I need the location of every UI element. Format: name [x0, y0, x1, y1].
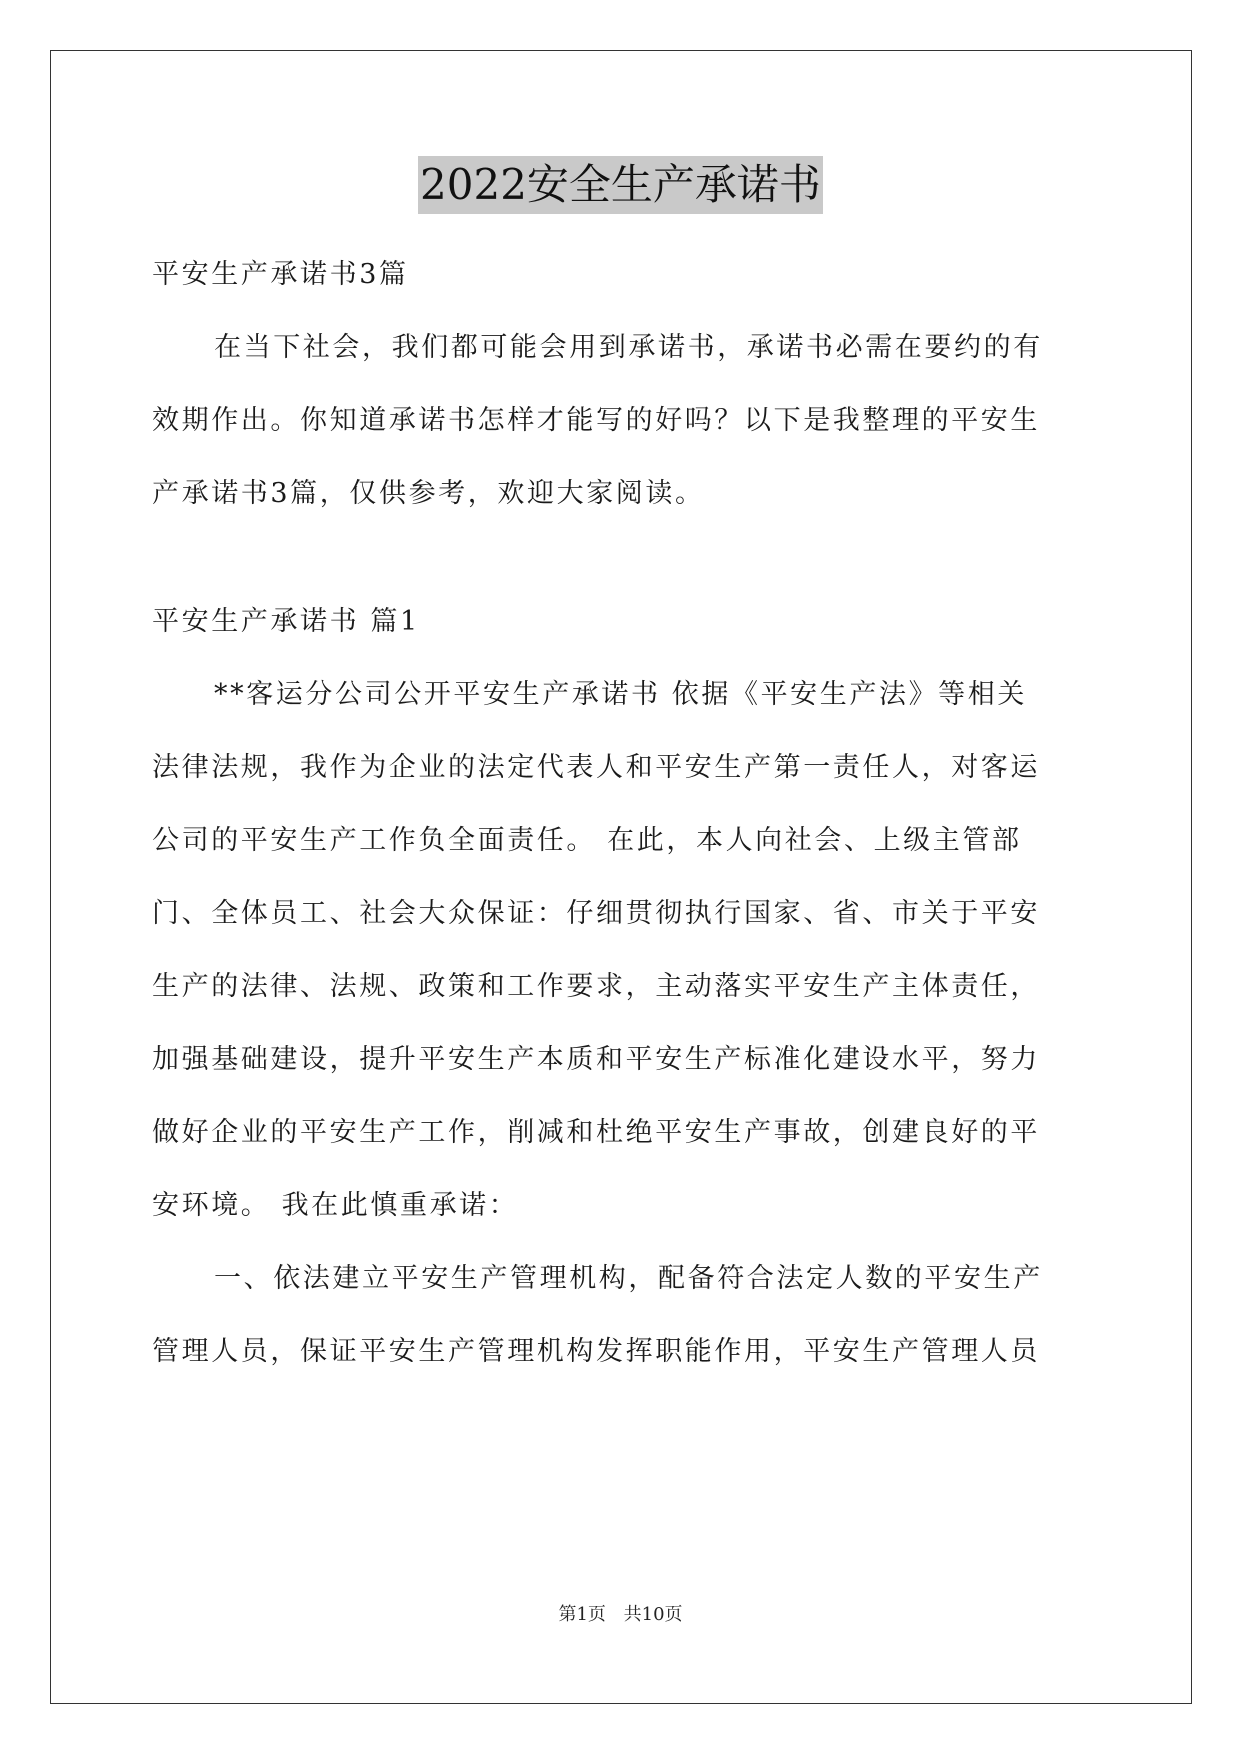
document-title: 2022安全生产承诺书 — [418, 156, 823, 214]
paragraph-line: 法律法规，我作为企业的法定代表人和平安生产第一责任人，对客运 — [152, 752, 1040, 783]
paragraph-line: 加强基础建设，提升平安生产本质和平安生产标准化建设水平，努力 — [152, 1044, 1040, 1075]
paragraph-line: 公司的平安生产工作负全面责任。 在此，本人向社会、上级主管部 — [152, 825, 1022, 856]
paragraph-line: **客运分公司公开平安生产承诺书 依据《平安生产法》等相关 — [214, 679, 1027, 710]
paragraph-line: 一、依法建立平安生产管理机构，配备符合法定人数的平安生产 — [214, 1263, 1043, 1294]
subtitle-heading: 平安生产承诺书3篇 — [152, 259, 409, 290]
paragraph-line: 做好企业的平安生产工作，削减和杜绝平安生产事故，创建良好的平 — [152, 1117, 1040, 1148]
paragraph-line: 管理人员，保证平安生产管理机构发挥职能作用，平安生产管理人员 — [152, 1336, 1040, 1367]
page-number-total: 共10页 — [623, 1604, 683, 1625]
paragraph-line: 生产的法律、法规、政策和工作要求，主动落实平安生产主体责任， — [152, 971, 1040, 1002]
page-number-current: 第1页 — [558, 1604, 606, 1625]
paragraph-line: 产承诺书3篇，仅供参考，欢迎大家阅读。 — [152, 478, 705, 509]
section-gap — [152, 530, 1094, 585]
paragraph-line: 效期作出。你知道承诺书怎样才能写的好吗？以下是我整理的平安生 — [152, 405, 1040, 436]
section-heading: 平安生产承诺书 篇1 — [152, 606, 420, 637]
page-footer — [0, 1600, 1241, 1626]
paragraph-line: 安环境。 我在此慎重承诺： — [152, 1190, 519, 1221]
paragraph-line: 门、全体员工、社会大众保证：仔细贯彻执行国家、省、市关于平安 — [152, 898, 1040, 929]
paragraph-line: 在当下社会，我们都可能会用到承诺书，承诺书必需在要约的有 — [214, 332, 1043, 363]
document-body — [152, 238, 1094, 1388]
title-container — [0, 156, 1241, 214]
